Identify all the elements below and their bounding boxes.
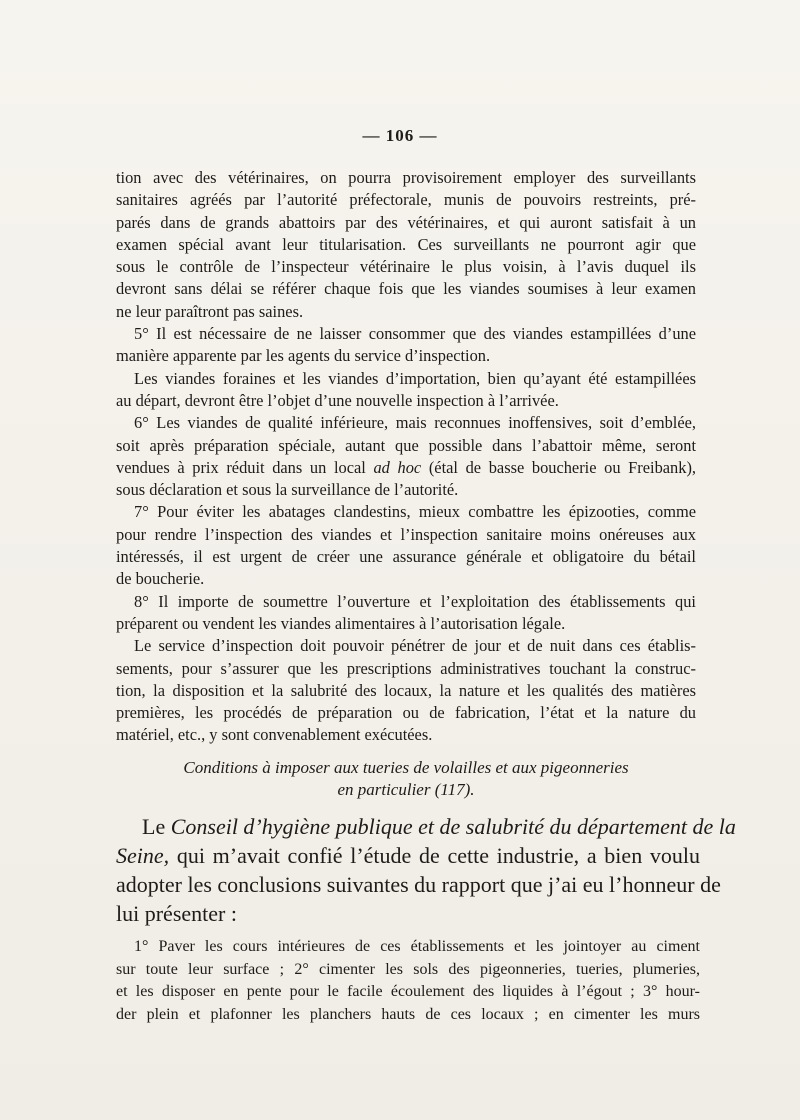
text-line: lui présenter : xyxy=(116,901,237,926)
text-line xyxy=(116,812,736,841)
text-line: adopter les conclusions suivantes du rapport que j’ai eu l’honneur de xyxy=(116,872,721,897)
text-line: 6° Les viandes de qualité inférieure, mais reconnues inoffensives, soit d’emblée, xyxy=(134,413,696,433)
page-number: — 106 — xyxy=(362,126,438,145)
text-line: manière apparente par les agents du service d’inspection. xyxy=(116,346,491,366)
text-line xyxy=(116,841,700,870)
body-text xyxy=(116,167,696,747)
italic-ad-hoc: ad hoc xyxy=(373,457,422,477)
text-fragment: vendues à prix réduit dans un local xyxy=(116,457,366,477)
text-line: sanitaires agréés par l’autorité préfectorale, munis de pouvoirs restreints, pré- xyxy=(116,190,696,210)
heading-line: en particulier (117). xyxy=(337,780,475,799)
heading-line: Conditions à imposer aux tueries de volailles et aux pigeonneries xyxy=(183,758,629,777)
text-line: intéressés, il est urgent de créer une assurance générale et obligatoire du bétail xyxy=(116,547,696,567)
text-line: 8° Il importe de soumettre l’ouverture et l’exploitation des établissements qui xyxy=(134,591,696,611)
text-line: matériel, etc., y sont convenablement exécutées. xyxy=(116,725,433,745)
text-line: sements, pour s’assurer que les prescriptions administratives touchant la construc- xyxy=(116,658,696,678)
text-line: sur toute leur surface ; 2° cimenter les sols des pigeonneries, tueries, plumeries, xyxy=(116,960,700,978)
text-line: et les disposer en pente pour le facile écoulement des liquides à l’égout ; 3° hour- xyxy=(116,983,700,1000)
text-line: soit après préparation spéciale, autant que possible dans l’abattoir même, seront xyxy=(116,435,696,455)
text-line: au départ, devront être l’objet d’une nouvelle inspection à l’arrivée. xyxy=(116,390,559,410)
text-line: 7° Pour éviter les abatages clandestins, mieux combattre les épizooties, comme xyxy=(134,502,696,522)
text-line: préparent ou vendent les viandes alimentaires à l’autorisation légale. xyxy=(116,613,566,633)
text-line xyxy=(116,457,696,479)
text-line: devront sans délai se référer chaque fois que les viandes soumises à leur examen xyxy=(116,279,696,299)
italic-seine: Seine, xyxy=(116,843,170,868)
text-line: parés dans de grands abattoirs par des vétérinaires, et qui auront satisfait à un xyxy=(116,212,696,232)
text-line: tion, la disposition et la salubrité des locaux, la nature et les qualités des matières xyxy=(116,680,696,700)
text-fragment: qui m’avait confié l’étude de cette industrie, a bien voulu xyxy=(176,843,700,868)
text-line: der plein et plafonner les planchers hauts de ces locaux ; en cimenter les murs xyxy=(116,1005,700,1023)
large-paragraph xyxy=(116,812,736,928)
text-line: pour rendre l’inspection des viandes et l’inspection sanitaire moins onéreuses aux xyxy=(116,524,696,544)
section-heading xyxy=(116,757,696,801)
text-line: examen spécial avant leur titularisation. Ces surveillants ne pourront agir que xyxy=(116,234,696,254)
text-line: sous déclaration et sous la surveillance de l’autorité. xyxy=(116,480,459,500)
italic-conseil: Conseil d’hygiène publique et de salubrité du département de la xyxy=(170,814,736,839)
text-line: Le service d’inspection doit pouvoir pénétrer de jour et de nuit dans ces établis- xyxy=(134,636,696,656)
text-line: premières, les procédés de préparation ou de fabrication, l’état et la nature du xyxy=(116,703,696,723)
text-line: Les viandes foraines et les viandes d’importation, bien qu’ayant été estampillées xyxy=(134,368,696,388)
text-line: de boucherie. xyxy=(116,569,205,589)
text-line: sous le contrôle de l’inspecteur vétérinaire le plus voisin, à l’avis duquel ils xyxy=(116,257,696,277)
text-line: 1° Paver les cours intérieures de ces établissements et les jointoyer au ciment xyxy=(134,938,700,955)
text-fragment: Le xyxy=(142,814,166,839)
text-line: ne leur paraîtront pas saines. xyxy=(116,301,304,321)
text-fragment: (étal de basse boucherie ou Freibank), xyxy=(428,457,697,477)
text-line: 5° Il est nécessaire de ne laisser consommer que des viandes estampillées d’une xyxy=(134,324,696,344)
text-line: tion avec des vétérinaires, on pourra provisoirement employer des surveillants xyxy=(116,168,696,187)
final-paragraph xyxy=(116,936,700,1026)
